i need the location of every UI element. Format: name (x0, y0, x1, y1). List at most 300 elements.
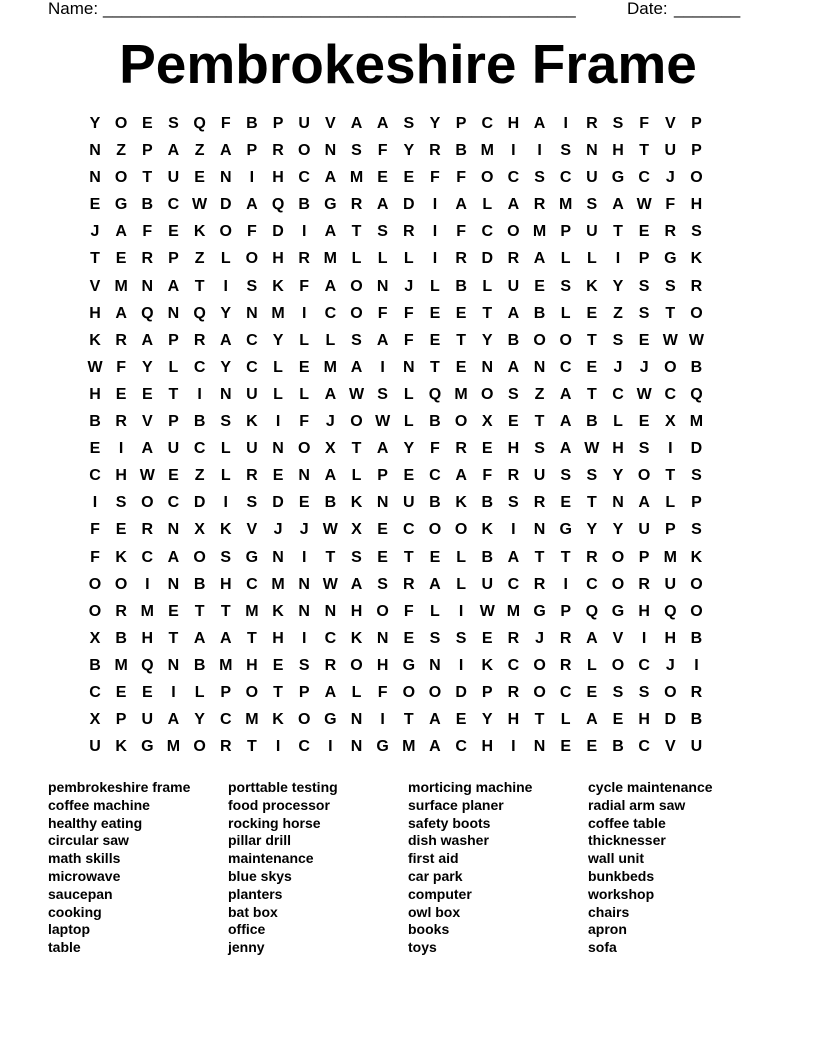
grid-letter: C (481, 115, 494, 132)
grid-letter: F (377, 142, 388, 160)
grid-letter: O (245, 683, 259, 701)
grid-letter: U (246, 385, 258, 403)
grid-letter: R (298, 250, 310, 268)
grid-letter: L (613, 413, 623, 431)
grid-letter: R (219, 738, 232, 756)
grid-letter: B (690, 358, 703, 376)
grid-letter: B (89, 656, 101, 674)
grid-letter: Q (193, 304, 206, 322)
grid-letter: U (298, 115, 310, 132)
grid-letter: T (665, 304, 676, 322)
grid-letter: E (560, 494, 572, 512)
grid-letter: E (481, 629, 493, 647)
grid-letter: R (403, 575, 415, 593)
grid-letter: E (168, 602, 179, 620)
grid-row (82, 516, 736, 543)
grid-letter: W (636, 385, 652, 403)
grid-letter: C (559, 358, 572, 376)
grid-letter: F (116, 358, 127, 376)
word-item: table (48, 939, 81, 956)
grid-letter: T (325, 548, 336, 566)
grid-letter: O (454, 521, 468, 539)
grid-letter: C (507, 169, 520, 187)
grid-letter: B (481, 494, 494, 512)
grid-letter: M (349, 169, 364, 187)
grid-letter: A (167, 548, 180, 566)
grid-letter: T (247, 738, 257, 756)
grid-letter: T (534, 548, 545, 566)
grid-letter: H (638, 711, 650, 729)
grid-letter: I (328, 738, 333, 756)
grid-letter: C (246, 575, 258, 593)
grid-letter: G (533, 602, 546, 620)
grid-letter: P (168, 331, 179, 349)
grid-letter: L (220, 467, 231, 485)
word-item: bunkbeds (588, 867, 655, 884)
grid-letter: E (89, 440, 101, 458)
grid-letter: S (612, 331, 624, 349)
grid-letter: U (638, 521, 650, 539)
grid-letter: P (481, 683, 493, 701)
word-item: books (408, 921, 450, 938)
grid-letter: G (664, 250, 677, 268)
grid-letter: B (586, 413, 598, 431)
word-item: chairs (588, 903, 630, 920)
word-item: owl box (408, 903, 461, 920)
grid-letter: V (612, 629, 624, 647)
grid-letter: M (140, 602, 154, 620)
grid-letter: I (145, 575, 150, 593)
grid-letter: Y (481, 331, 493, 349)
grid-letter: T (90, 250, 100, 268)
grid-letter: E (586, 358, 598, 376)
grid-letter: S (220, 548, 232, 566)
grid-letter: J (639, 358, 649, 376)
grid-letter: O (481, 385, 494, 403)
grid-row (82, 598, 736, 625)
grid-letter: L (482, 196, 493, 214)
grid-row (82, 571, 736, 598)
grid-letter: Y (612, 521, 624, 539)
grid-letter: T (586, 385, 597, 403)
word-item: toys (408, 939, 437, 956)
grid-row (82, 462, 736, 489)
grid-letter: O (611, 656, 625, 674)
grid-letter: W (584, 440, 600, 458)
grid-letter: L (560, 304, 571, 322)
grid-letter: F (299, 277, 310, 295)
grid-letter: P (664, 521, 676, 539)
grid-letter: U (481, 575, 494, 593)
grid-letter: A (429, 575, 441, 593)
grid-letter: L (273, 385, 283, 403)
grid-letter: F (665, 196, 676, 214)
grid-letter: O (428, 683, 442, 701)
grid-letter: S (691, 467, 702, 485)
grid-letter: A (455, 196, 467, 214)
word-item: computer (408, 885, 472, 902)
grid-letter: Q (141, 656, 154, 674)
grid-letter: H (690, 196, 703, 214)
grid-letter: M (532, 223, 547, 241)
word-item: rocking horse (228, 814, 321, 831)
grid-letter: E (403, 629, 415, 647)
grid-letter: K (272, 277, 284, 295)
grid-letter: I (615, 250, 621, 268)
grid-letter: T (456, 331, 466, 349)
grid-letter: O (219, 223, 232, 241)
grid-letter: P (168, 413, 179, 431)
grid-row (82, 733, 736, 760)
grid-letter: R (115, 602, 127, 620)
grid-letter: C (559, 169, 572, 187)
grid-letter: J (665, 656, 675, 674)
grid-letter: A (612, 196, 624, 214)
word-item: wall unit (588, 850, 644, 867)
grid-letter: O (350, 304, 363, 322)
grid-letter: S (560, 277, 572, 295)
grid-letter: C (507, 575, 520, 593)
grid-letter: E (560, 738, 572, 756)
grid-letter: N (533, 521, 546, 539)
grid-letter: X (89, 711, 101, 729)
grid-letter: H (612, 142, 624, 160)
grid-letter: P (560, 602, 572, 620)
grid-letter: I (301, 548, 307, 566)
grid-letter: E (115, 385, 127, 403)
grid-letter: S (638, 440, 650, 458)
grid-letter: P (377, 467, 388, 485)
grid-letter: M (323, 358, 337, 376)
grid-letter: K (89, 331, 101, 349)
grid-letter: F (456, 223, 466, 241)
grid-letter: A (219, 331, 232, 349)
grid-letter: B (481, 548, 494, 566)
grid-letter: S (246, 494, 258, 512)
grid-letter: A (246, 196, 258, 214)
grid-letter: M (454, 385, 468, 403)
word-item: maintenance (228, 850, 314, 867)
word-item: laptop (48, 921, 90, 938)
grid-letter: L (351, 683, 362, 701)
grid-letter: A (559, 413, 572, 431)
grid-letter: I (563, 575, 568, 593)
grid-letter: N (376, 629, 389, 647)
grid-letter: O (690, 169, 703, 187)
grid-letter: S (691, 521, 702, 539)
grid-letter: S (220, 413, 232, 431)
grid-letter: N (141, 277, 154, 295)
grid-letter: J (325, 413, 335, 431)
word-item: car park (408, 867, 463, 884)
grid-letter: O (664, 358, 677, 376)
grid-letter: B (612, 738, 624, 756)
grid-letter: T (665, 467, 676, 485)
grid-letter: S (377, 385, 388, 403)
grid-letter: W (322, 521, 338, 539)
grid-letter: S (351, 331, 362, 349)
word-item: thicknesser (588, 832, 666, 849)
grid-letter: Q (141, 304, 154, 322)
grid-letter: P (246, 142, 258, 160)
grid-letter: E (612, 711, 624, 729)
grid-letter: H (664, 629, 677, 647)
grid-letter: T (560, 548, 571, 566)
grid-letter: A (350, 358, 363, 376)
grid-letter: B (193, 575, 206, 593)
grid-letter: H (350, 602, 363, 620)
grid-row (82, 435, 736, 462)
grid-letter: T (247, 629, 257, 647)
grid-letter: B (141, 196, 154, 214)
grid-letter: V (246, 521, 258, 539)
grid-letter: E (168, 223, 179, 241)
grid-letter: E (455, 358, 467, 376)
grid-letter: V (89, 277, 101, 295)
grid-letter: D (272, 494, 284, 512)
grid-letter: L (351, 250, 362, 268)
grid-letter: A (324, 683, 337, 701)
grid-letter: Y (481, 711, 493, 729)
grid-letter: G (245, 548, 259, 566)
grid-letter: C (193, 358, 206, 376)
grid-letter: L (403, 413, 414, 431)
word-item: blue skys (228, 867, 292, 884)
grid-letter: M (506, 602, 521, 620)
grid-letter: L (665, 494, 676, 512)
grid-letter: U (507, 277, 520, 295)
grid-letter: T (351, 440, 362, 458)
grid-letter: L (560, 711, 571, 729)
grid-letter: A (115, 304, 127, 322)
grid-letter: J (404, 277, 414, 295)
grid-letter: E (638, 413, 650, 431)
grid-letter: L (403, 250, 414, 268)
word-item: microwave (48, 867, 121, 884)
grid-letter: E (115, 521, 127, 539)
grid-letter: P (220, 683, 232, 701)
grid-letter: T (220, 602, 231, 620)
grid-letter: A (533, 250, 546, 268)
grid-letter: G (611, 169, 625, 187)
word-item: healthy eating (48, 814, 143, 831)
grid-letter: E (586, 683, 598, 701)
grid-letter: H (376, 656, 389, 674)
grid-letter: A (507, 196, 520, 214)
grid-letter: Q (428, 385, 442, 403)
grid-letter: B (89, 413, 101, 431)
grid-letter: T (586, 494, 597, 512)
grid-letter: I (694, 656, 699, 674)
grid-letter: O (88, 602, 102, 620)
grid-letter: I (458, 602, 464, 620)
word-item: circular saw (48, 832, 129, 849)
grid-letter: A (507, 304, 520, 322)
grid-letter: R (115, 413, 127, 431)
grid-letter: Y (194, 711, 205, 729)
grid-row (82, 164, 736, 191)
grid-letter: K (272, 711, 284, 729)
grid-letter: R (586, 548, 598, 566)
grid-letter: O (88, 575, 102, 593)
grid-row (82, 327, 736, 354)
grid-row (82, 273, 736, 300)
grid-letter: U (403, 494, 415, 512)
grid-letter: L (220, 440, 231, 458)
grid-letter: O (690, 602, 703, 620)
word-item: coffee table (588, 814, 666, 831)
grid-letter: R (559, 656, 572, 674)
grid-letter: O (350, 413, 363, 431)
grid-row (82, 706, 736, 733)
grid-letter: E (377, 548, 388, 566)
grid-letter: O (507, 223, 520, 241)
grid-letter: Y (220, 358, 232, 376)
grid-letter: I (380, 358, 385, 376)
grid-letter: A (586, 629, 598, 647)
grid-letter: C (638, 169, 650, 187)
grid-letter: J (90, 223, 100, 241)
grid-letter: W (375, 413, 391, 431)
grid-letter: N (429, 656, 441, 674)
grid-letter: R (115, 331, 127, 349)
grid-letter: O (350, 277, 363, 295)
grid-letter: O (559, 331, 572, 349)
header (48, 0, 748, 20)
grid-letter: L (560, 250, 571, 268)
grid-letter: R (507, 629, 520, 647)
grid-letter: C (89, 467, 101, 485)
grid-letter: N (376, 277, 389, 295)
grid-letter: P (141, 142, 153, 160)
grid-letter: L (168, 358, 179, 376)
grid-letter: G (324, 196, 337, 214)
word-item: dish washer (408, 832, 489, 849)
grid-letter: O (533, 331, 546, 349)
grid-letter: L (220, 250, 231, 268)
grid-letter: M (402, 738, 416, 756)
grid-letter: F (639, 115, 650, 132)
word-item: porttable testing (228, 779, 338, 795)
grid-letter: U (690, 738, 703, 756)
grid-letter: B (533, 304, 546, 322)
grid-letter: O (690, 575, 703, 593)
grid-letter: J (299, 521, 309, 539)
grid-letter: T (168, 385, 179, 403)
grid-letter: D (690, 440, 703, 458)
grid-letter: A (507, 548, 520, 566)
grid-letter: O (297, 440, 311, 458)
grid-letter: B (193, 413, 206, 431)
grid-letter: R (455, 250, 467, 268)
grid-letter: E (272, 656, 284, 674)
grid-letter: M (271, 304, 285, 322)
word-item: first aid (408, 850, 459, 867)
grid-letter: L (586, 250, 597, 268)
grid-letter: K (690, 548, 703, 566)
grid-letter: Z (194, 250, 205, 268)
grid-row (82, 679, 736, 706)
grid-letter: A (507, 358, 520, 376)
grid-letter: S (115, 494, 127, 512)
grid-letter: H (115, 467, 127, 485)
grid-letter: N (324, 602, 337, 620)
grid-letter: E (429, 331, 441, 349)
grid-letter: T (351, 223, 362, 241)
grid-letter: Q (690, 385, 703, 403)
grid-row (82, 408, 736, 435)
grid-letter: T (534, 413, 545, 431)
grid-letter: K (219, 521, 232, 539)
grid-letter: V (325, 115, 336, 132)
name-field[interactable]: __________________________________________________ (103, 0, 576, 18)
grid-letter: I (511, 521, 516, 539)
grid-letter: M (114, 277, 128, 295)
grid-letter: I (92, 494, 98, 512)
grid-letter: I (432, 223, 438, 241)
word-item: office (228, 921, 266, 938)
grid-letter: R (193, 331, 206, 349)
grid-letter: A (586, 711, 598, 729)
grid-letter: X (89, 629, 101, 647)
grid-letter: Y (612, 277, 624, 295)
grid-letter: F (482, 467, 493, 485)
word-item: math skills (48, 850, 121, 867)
grid-letter: K (115, 738, 127, 756)
grid-letter: M (480, 142, 494, 160)
grid-letter: R (533, 494, 546, 512)
grid-letter: L (325, 331, 336, 349)
grid-letter: X (325, 440, 336, 458)
grid-letter: H (141, 629, 154, 647)
word-item: radial arm saw (588, 796, 686, 813)
grid-letter: Z (194, 467, 205, 485)
grid-letter: T (168, 629, 179, 647)
grid-letter: H (481, 738, 494, 756)
grid-letter: N (586, 142, 598, 160)
grid-letter: S (534, 440, 545, 458)
grid-letter: S (691, 223, 702, 241)
grid-letter: Y (403, 440, 415, 458)
grid-row (82, 354, 736, 381)
grid-letter: E (168, 467, 179, 485)
grid-letter: U (533, 467, 546, 485)
grid-letter: I (301, 223, 307, 241)
grid-letter: C (455, 738, 467, 756)
grid-letter: U (586, 169, 598, 187)
grid-letter: E (89, 196, 101, 214)
grid-letter: E (141, 683, 153, 701)
grid-letter: I (563, 115, 568, 132)
grid-letter: N (167, 575, 180, 593)
grid-letter: W (479, 602, 495, 620)
word-item: cooking (48, 903, 102, 920)
grid-letter: C (403, 521, 415, 539)
grid-row (82, 218, 736, 245)
grid-letter: D (664, 711, 677, 729)
grid-letter: J (665, 169, 675, 187)
grid-letter: I (432, 196, 438, 214)
grid-letter: V (664, 738, 676, 756)
grid-letter: A (324, 467, 337, 485)
grid-letter: K (690, 250, 703, 268)
word-item: workshop (588, 885, 655, 902)
grid-letter: B (455, 142, 467, 160)
grid-row (82, 652, 736, 679)
date-field[interactable]: _______ (674, 0, 741, 18)
grid-letter: T (194, 602, 205, 620)
grid-letter: R (141, 250, 154, 268)
